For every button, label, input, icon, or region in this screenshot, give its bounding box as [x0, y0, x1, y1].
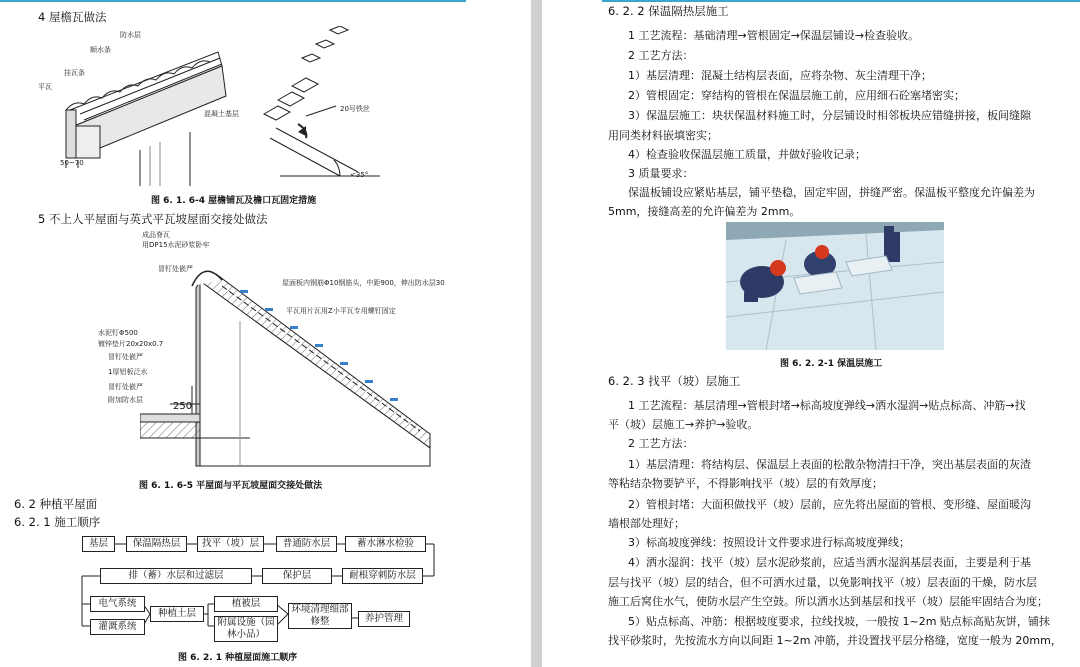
flow-step-yanghu: 养护管理 — [358, 611, 410, 627]
insulation-photo-scene — [726, 222, 944, 350]
label-guawatiao: 挂瓦条 — [64, 69, 85, 77]
label-tiesi: 20号铁丝 — [340, 105, 370, 113]
label-maoding-3: 冒钉处嵌严 — [108, 383, 143, 391]
label-dp15: 用DP15水泥砂浆卧牢 — [142, 241, 210, 249]
para-sashui-shirun-1: 4）洒水湿润：找平（坡）层水泥砂浆前，应适当洒水湿润基层表面，主要是利于基 — [628, 556, 1031, 569]
label-lvban: 1厚铝板泛水 — [108, 368, 148, 376]
flow-step-putong-fangshui: 普通防水层 — [276, 536, 337, 552]
label-fangshuiceng: 防水层 — [120, 31, 141, 39]
label-maoding-1: 冒钉处嵌严 — [158, 265, 193, 273]
para-zhaoping-liucheng-1: 1 工艺流程：基层清理→管根封堵→标高坡度弹线→洒水湿润→贴点标高、冲筋→找 — [628, 399, 1026, 412]
para-jiancha-yanshou: 4）检查验收保温层施工质量，并做好验收记录； — [628, 148, 866, 161]
para-zhaoping-qingli-1: 1）基层清理：将结构层、保温层上表面的松散杂物清扫干净，突出基层表面的灰渣 — [628, 458, 1031, 471]
para-zhaoping-fangfa: 2 工艺方法： — [628, 437, 694, 450]
label-shunshuitiao: 顺水条 — [90, 46, 111, 54]
para-zhaoping-liucheng-2: 平（坡）层施工→养护→验收。 — [608, 418, 759, 431]
para-baowen-shigong-2: 用同类材料嵌填密实； — [608, 129, 718, 142]
header-rule — [0, 0, 466, 2]
para-zhiliang-2: 5mm，接缝高差的允许偏差为 2mm。 — [608, 205, 801, 218]
figure-caption-621: 图 6. 2. 1 种植屋面施工顺序 — [178, 653, 298, 663]
para-biaogao-tanxian: 3）标高坡度弹线：按照设计文件要求进行标高坡度弹线； — [628, 536, 910, 549]
section-6-2-1: 6. 2. 1 施工顺序 — [14, 515, 101, 529]
label-pingwa: 平瓦 — [38, 83, 52, 91]
para-sashui-shirun-3: 施工后窝住水气，使防水层产生空鼓。所以洒水达到基层和找平（坡）层能牢固结合为度； — [608, 595, 1048, 608]
section-6-2: 6. 2 种植平屋面 — [14, 497, 98, 511]
flow-step-huanjing: 环境清理细部修整 — [288, 603, 352, 629]
section-6-2-3: 6. 2. 3 找平（坡）层施工 — [608, 374, 741, 388]
label-maoding-2: 冒钉处嵌严 — [108, 353, 143, 361]
label-gangjin: 屋面板内钢筋Φ10钢筋头，中距900，伸出防水层30 — [282, 279, 445, 287]
label-angle: <35° — [350, 171, 369, 179]
flow-step-baowen: 保温隔热层 — [126, 536, 187, 552]
page-gap — [531, 0, 542, 667]
left-page — [0, 0, 531, 667]
para-guangen-fengdu-2: 墙根部处理好； — [608, 517, 685, 530]
label-dianpian: 镀锌垫片20x20x0.7 — [98, 340, 164, 348]
section-6-2-2: 6. 2. 2 保温隔热层施工 — [608, 4, 729, 18]
para-gongyi-fangfa: 2 工艺方法： — [628, 49, 694, 62]
figure-caption-6221: 图 6. 2. 2-1 保温层施工 — [780, 359, 883, 369]
right-page — [542, 0, 1080, 667]
flow-step-zhongzhi-tu: 种植土层 — [150, 606, 204, 622]
flow-step-jiceng: 基层 — [82, 536, 115, 552]
header-rule-right — [602, 0, 1080, 2]
flow-step-guangai: 灌溉系统 — [90, 619, 145, 635]
para-sashui-shirun-2: 层与找平（坡）层的结合，但不可洒水过量，以免影响找平（坡）层表面的干燥，防水层 — [608, 576, 1037, 589]
para-tiedian-2: 找平砂浆时，先按流水方向以间距 1~2m 冲筋，并设置找平层分格缝，宽度一般为 20mm， — [608, 634, 1062, 647]
heading-4: 4 屋檐瓦做法 — [38, 10, 107, 24]
flow-step-baohu: 保护层 — [262, 568, 332, 584]
flow-step-fushu: 附属设施（园林小品） — [214, 616, 278, 642]
flow-step-xushui-jianyan: 蓄水淋水检验 — [345, 536, 426, 552]
para-guangen-fengdu-1: 2）管根封堵：大面积做找平（坡）层前，应先将出屋面的管根、变形缝、屋面暖沟 — [628, 498, 1031, 511]
para-zhiliang-1: 保温板铺设应紧贴基层，铺平垫稳，固定牢固，拼缝严密。保温板平整度允许偏差为 — [628, 186, 1035, 199]
label-hunningtu: 混凝土基层 — [204, 110, 239, 118]
para-zhiliang-yaoqiu: 3 质量要求： — [628, 167, 694, 180]
para-jiceng-qingli: 1）基层清理：混凝土结构层表面，应将杂物、灰尘清理干净； — [628, 69, 932, 82]
label-dim-50-70: 50~70 — [60, 159, 84, 167]
insulation-photo — [726, 222, 944, 350]
flow-step-paishui: 排（蓄）水层和过滤层 — [100, 568, 252, 584]
flow-step-naigen: 耐根穿刺防水层 — [342, 568, 423, 584]
flow-step-dianqi: 电气系统 — [90, 596, 145, 612]
para-zhaoping-qingli-2: 等粘结杂物要铲平，不得影响找平（坡）层的有效厚度； — [608, 477, 883, 490]
para-guangen-guding: 2）管根固定：穿结构的管根在保温层施工前，应用细石砼塞堵密实； — [628, 89, 965, 102]
flow-step-zhaoping: 找平（坡）层 — [197, 536, 264, 552]
label-ji-wa: 成品脊瓦 — [142, 231, 170, 239]
heading-5: 5 不上人平屋面与英式平瓦坡屋面交接处做法 — [38, 212, 268, 226]
label-shuinidng: 水泥钉Φ500 — [98, 329, 138, 337]
label-dim-250: 250 — [173, 401, 193, 412]
para-gongyi-liucheng: 1 工艺流程：基础清理→管根固定→保温层铺设→检查验收。 — [628, 29, 920, 42]
para-tiedian-1: 5）贴点标高、冲筋：根据坡度要求，拉线找坡，一般按 1~2m 贴点标高贴灰饼，铺抹 — [628, 615, 1050, 628]
figure-caption-6165: 图 6. 1. 6-5 平屋面与平瓦坡屋面交接处做法 — [139, 481, 323, 491]
flow-step-zhibei: 植被层 — [214, 596, 278, 612]
figure-caption-6164: 图 6. 1. 6-4 屋檐铺瓦及檐口瓦固定措施 — [151, 196, 317, 206]
label-fujia: 附加防水层 — [108, 396, 143, 404]
label-pingwa-luoding: 平瓦用片瓦用Z小平瓦专用螺钉固定 — [286, 307, 396, 315]
para-baowen-shigong-1: 3）保温层施工：块状保温材料施工时，分层铺设时相邻板块应错缝拼接，板间缝隙 — [628, 109, 1031, 122]
